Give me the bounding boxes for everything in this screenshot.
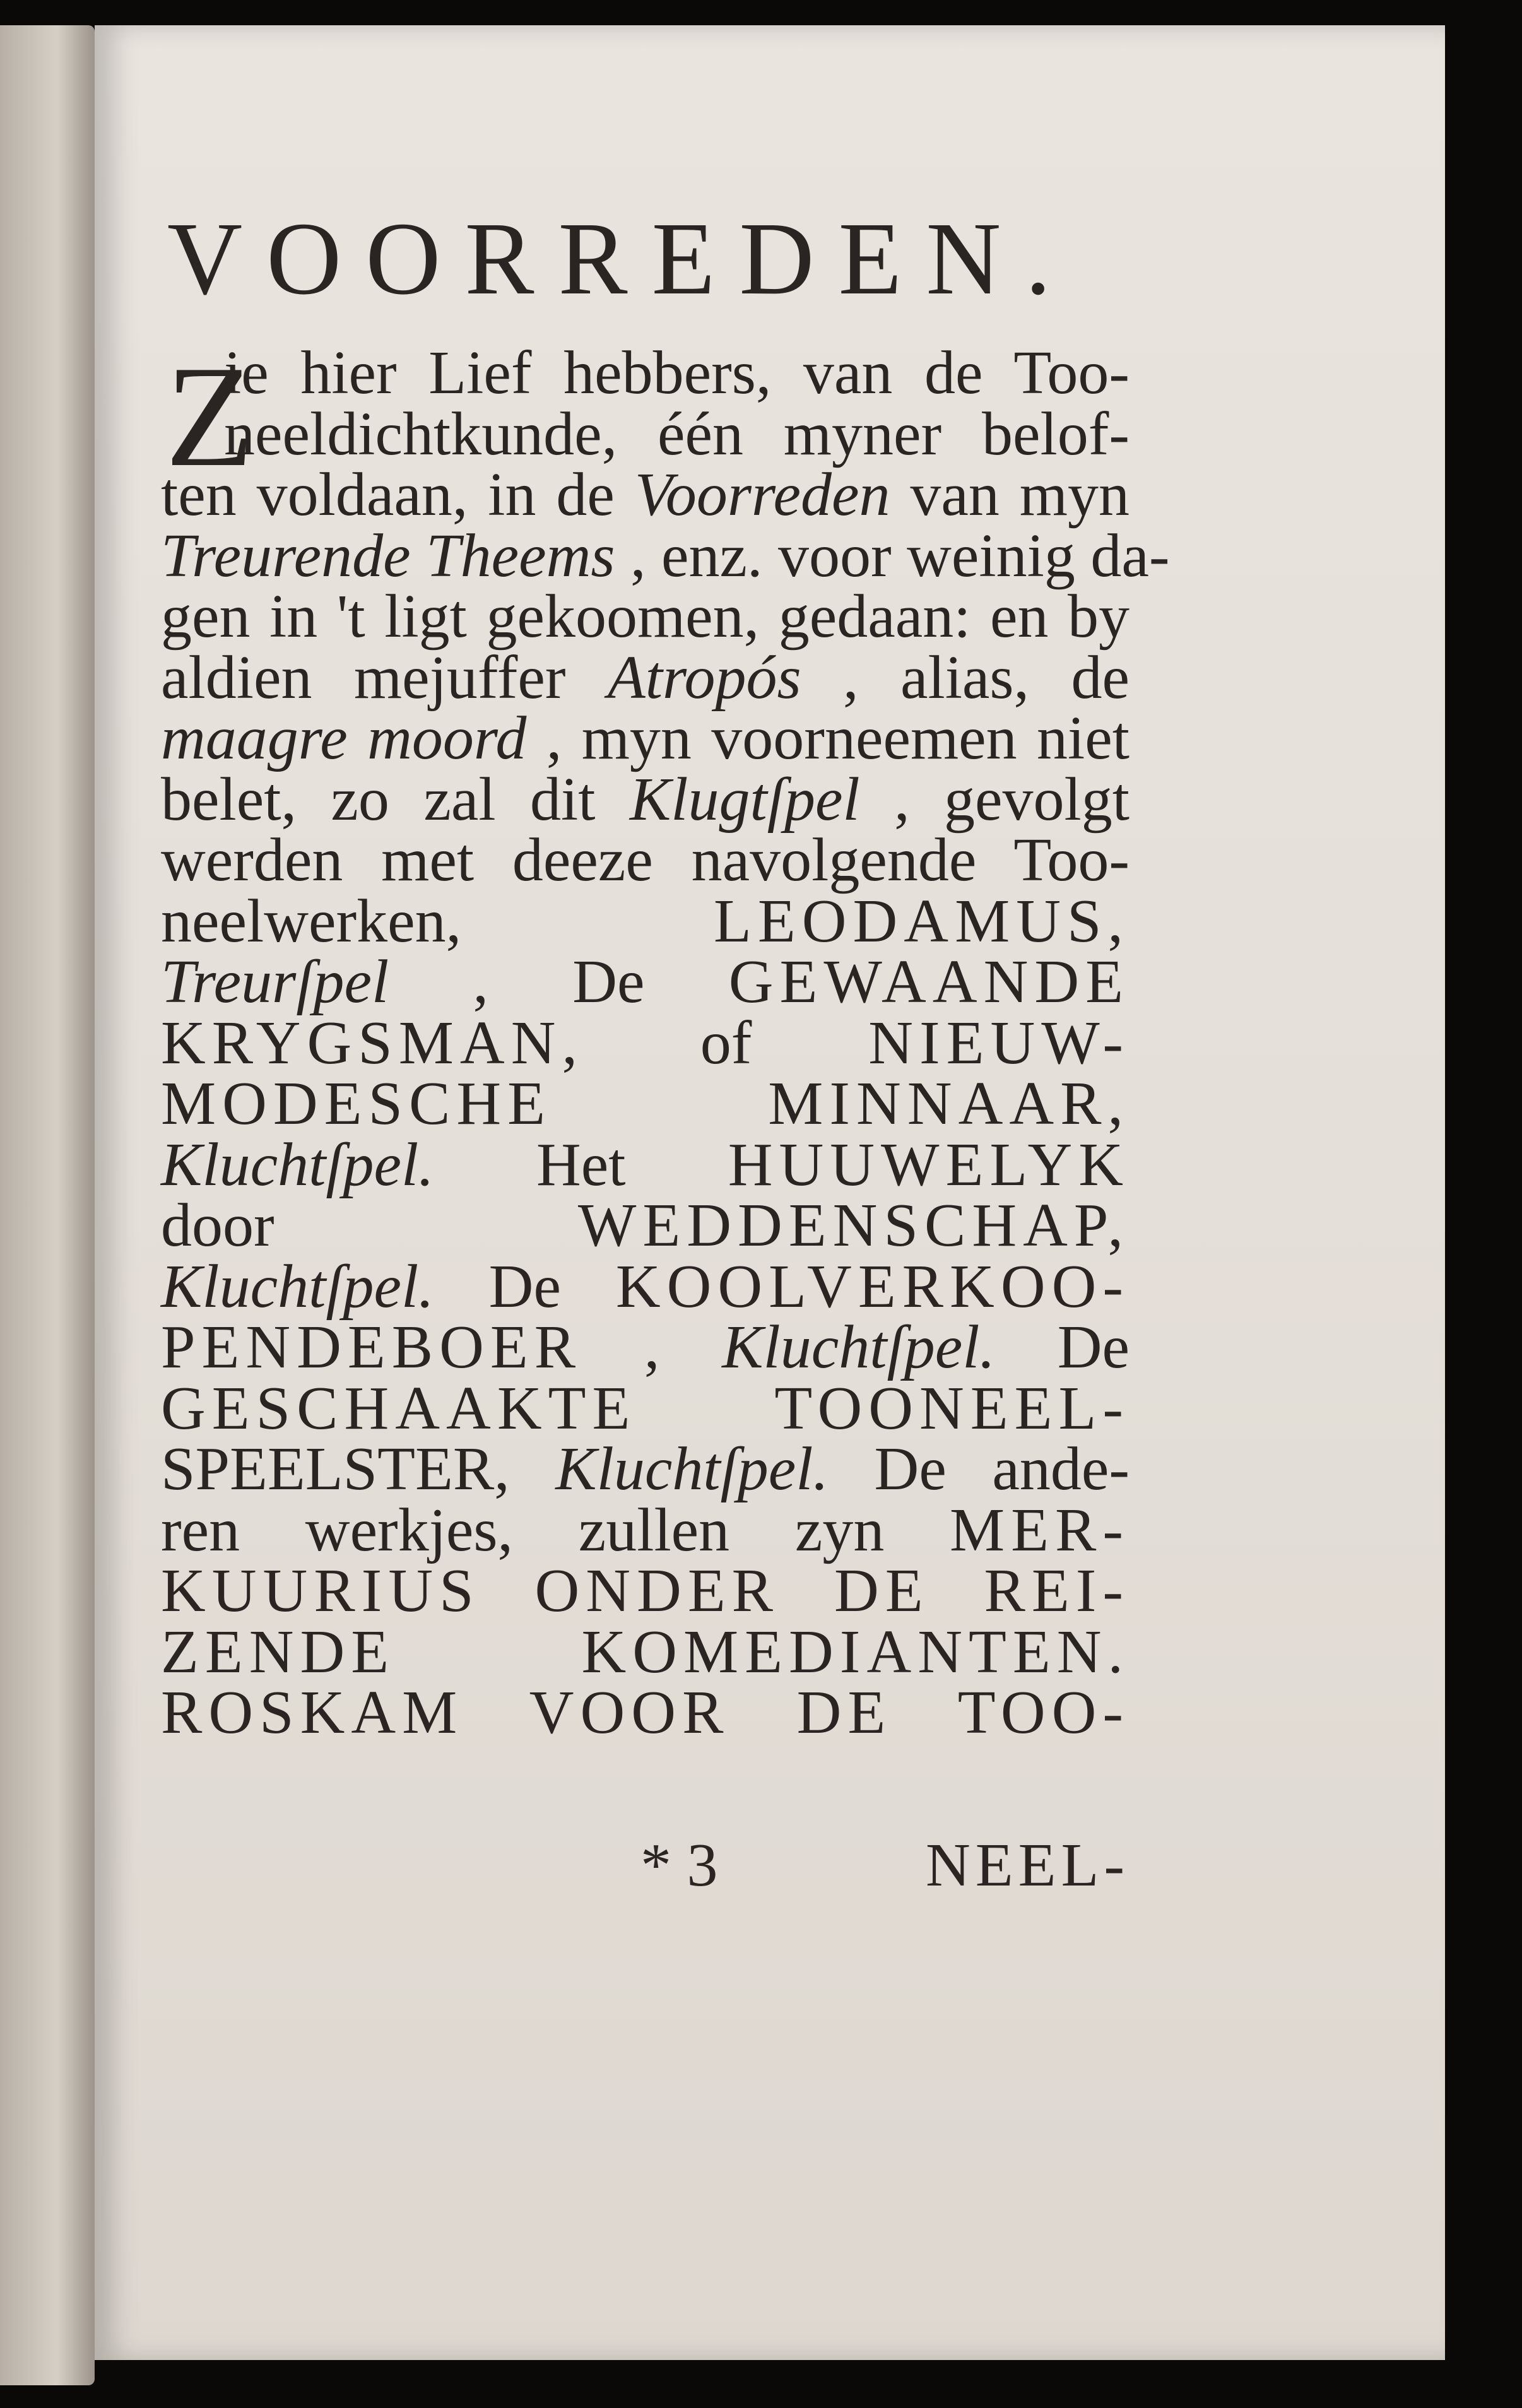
caps-text: HUUWELYK	[728, 1130, 1130, 1199]
caps-text: MODESCHE MINNAAR,	[161, 1070, 1130, 1138]
text-line	[161, 1435, 1130, 1503]
italic-text: Treurſpel	[161, 948, 389, 1016]
body-text	[161, 336, 1170, 1747]
text-segment: ten voldaan, in de	[161, 461, 635, 529]
text-segment: Het	[434, 1130, 728, 1199]
caps-text: GEWAANDE	[728, 948, 1130, 1016]
caps-text: NIEUW-	[868, 1008, 1130, 1077]
text-segment: door	[161, 1191, 578, 1260]
text-line	[161, 582, 1130, 651]
text-line	[161, 521, 1170, 590]
text-segment: SPEELSTER,	[161, 1435, 510, 1503]
text-line	[161, 1496, 1130, 1564]
text-segment: , myn voorneemen niet	[526, 704, 1130, 772]
italic-text: Atropós	[607, 643, 801, 712]
text-line	[161, 1008, 1130, 1077]
text-segment: gen in 't ligt gekoomen, gedaan: en by	[161, 582, 1130, 651]
caps-text: KOOLVERKOO-	[615, 1252, 1130, 1321]
italic-text: Voorreden	[634, 461, 890, 529]
text-line	[161, 765, 1130, 834]
text-segment: , enz. voor weinig da-	[615, 521, 1170, 590]
italic-text: Kluchtſpel.	[509, 1435, 829, 1503]
text-segment: ,	[582, 1313, 723, 1381]
text-line	[161, 339, 1130, 407]
text-segment: of	[583, 1008, 869, 1077]
text-segment: De	[434, 1252, 616, 1321]
italic-text: Kluchtſpel.	[161, 1252, 434, 1321]
italic-text: Kluchtſpel.	[722, 1313, 995, 1381]
italic-text: Kluchtſpel.	[161, 1130, 434, 1199]
text-line	[161, 1252, 1130, 1321]
text-segment: , gevolgt	[859, 765, 1130, 834]
text-line	[161, 948, 1130, 1016]
text-segment: van myn	[890, 461, 1130, 529]
text-line	[161, 1191, 1130, 1260]
caps-text: WEDDENSCHAP,	[577, 1191, 1130, 1260]
text-segment: , De	[389, 948, 729, 1016]
text-line	[161, 1557, 1130, 1625]
caps-text: ROSKAM VOOR DE TOO-	[161, 1679, 1130, 1747]
caps-text: KRYGSMAN,	[161, 1008, 584, 1077]
text-segment: ren werkjes, zullen zyn	[161, 1496, 950, 1564]
catchword: NEEL-	[926, 1831, 1130, 1899]
italic-text: Klugtſpel	[629, 765, 860, 834]
italic-text: Treurende Theems	[161, 521, 615, 590]
drop-cap: Z	[165, 336, 254, 497]
caps-text: MER-	[950, 1496, 1130, 1564]
text-line	[161, 826, 1130, 894]
text-segment: neeldichtkunde, één myner belof-	[224, 399, 1130, 468]
text-segment: neelwerken,	[161, 887, 714, 955]
text-line	[161, 1130, 1130, 1199]
text-segment: aldien mejuffer	[161, 643, 608, 712]
text-line	[161, 461, 1130, 529]
text-line	[161, 1070, 1130, 1138]
text-line	[161, 704, 1130, 772]
caps-text: KUURIUS ONDER DE REI-	[161, 1557, 1130, 1625]
text-line	[161, 1679, 1130, 1747]
text-line	[161, 399, 1130, 468]
caps-text: PENDEBOER	[161, 1313, 582, 1381]
text-line	[161, 643, 1130, 712]
caps-text: LEODAMUS,	[714, 887, 1130, 955]
facing-page-edge	[0, 25, 95, 2385]
page-footer	[161, 1830, 1130, 1899]
text-segment: De ande-	[829, 1435, 1130, 1503]
text-line	[161, 887, 1130, 955]
text-segment: werden met deeze navolgende Too-	[161, 826, 1130, 894]
italic-text: maagre moord	[161, 704, 527, 772]
text-segment: ie hier Lief hebbers, van de Too-	[224, 339, 1130, 407]
text-segment: belet, zo zal dit	[161, 765, 630, 834]
text-line	[161, 1313, 1130, 1381]
signature-mark: * 3	[640, 1831, 718, 1899]
caps-text: ZENDE KOMEDIANTEN.	[161, 1617, 1130, 1686]
text-line	[161, 1617, 1130, 1686]
caps-text: GESCHAAKTE TOONEEL-	[161, 1374, 1130, 1443]
text-line	[161, 1374, 1130, 1443]
text-segment: , alias, de	[801, 643, 1130, 712]
text-segment: De	[994, 1313, 1130, 1381]
page-title: VOORREDEN.	[167, 201, 1075, 316]
